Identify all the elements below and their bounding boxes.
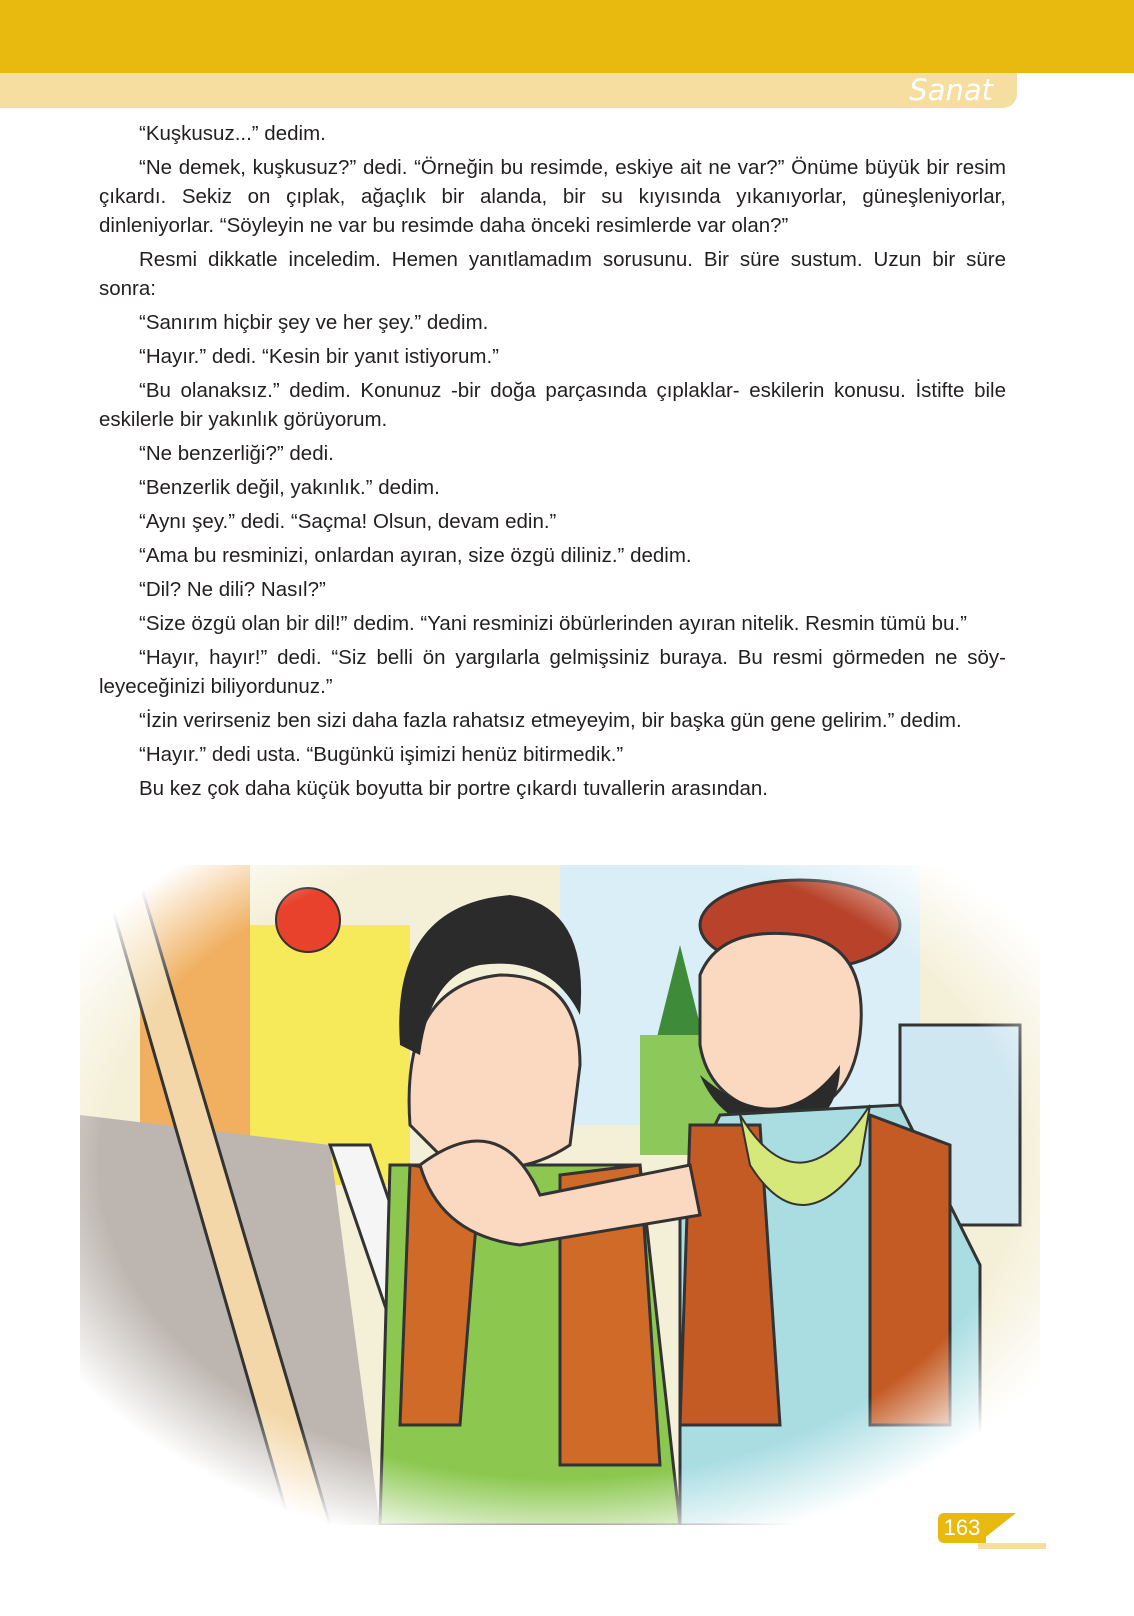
paragraph: “Ama bu resminizi, onlardan ayıran, size özgü diliniz.” dedim.	[139, 544, 692, 567]
paragraph: “Benzerlik değil, yakınlık.” dedim.	[139, 476, 440, 499]
paragraph: “Aynı şey.” dedi. “Saçma! Olsun, devam edin.”	[139, 510, 557, 533]
page-number: 163	[938, 1513, 986, 1543]
paragraph: “Sanırım hiçbir şey ve her şey.” dedim.	[139, 311, 489, 334]
paragraph: Resmi dikkatle inceledim. Hemen yanıtlamadım sorusunu. Bir süre sustum. Uzun bir süre sonra:	[99, 248, 1006, 300]
paragraph: “Hayır.” dedi usta. “Bugünkü işimizi henüz bitirmedik.”	[139, 743, 624, 766]
paragraph: “Size özgü olan bir dil!” dedim. “Yani resminizi öbürlerinden ayıran nitelik. Resmin tümü bu.”	[139, 612, 967, 635]
paragraph: “Dil? Ne dili? Nasıl?”	[139, 578, 326, 601]
story-text	[99, 119, 1006, 808]
header-band	[0, 0, 1134, 73]
illustration-painter-studio	[80, 865, 1040, 1525]
paragraph: “Bu olanaksız.” dedim. Konunuz -bir doğa parçasında çıplaklar- eskilerin konusu. İstifte bile eskilerle bir yakınlık görüyorum.	[99, 379, 1006, 431]
paragraph: “İzin verirseniz ben sizi daha fazla rahatsız etmeyeyim, bir başka gün gene gelirim.” dedim.	[139, 709, 962, 732]
section-title: Sanat	[909, 73, 993, 107]
paragraph: “Hayır.” dedi. “Kesin bir yanıt istiyorum.”	[139, 345, 499, 368]
paragraph: “Ne demek, kuşkusuz?” dedi. “Örneğin bu resimde, eskiye ait ne var?” Önüme büyük bir resim çıkardı. Sekiz on çıplak, ağaçlık bir alanda, bir su kıyısında yıkanıyorlar, güneşleniyorlar, dinleniyorlar. “Söyleyin ne var bu resimde daha önceki resimlerde var olan?”	[99, 156, 1006, 237]
paragraph: “Kuşkusuz...” dedim.	[139, 122, 326, 145]
page-number-badge	[938, 1513, 1008, 1551]
section-tab	[0, 73, 1017, 108]
page-number-shadow	[978, 1543, 1046, 1549]
paragraph: “Hayır, hayır!” dedi. “Siz belli ön yargılarla gelmişsiniz buraya. Bu resmi görmeden ne söy-leyeceğinizi biliyordunuz.”	[99, 646, 1006, 698]
paragraph: “Ne benzerliği?” dedi.	[139, 442, 334, 465]
paragraph: Bu kez çok daha küçük boyutta bir portre çıkardı tuvallerin arasından.	[139, 777, 769, 800]
